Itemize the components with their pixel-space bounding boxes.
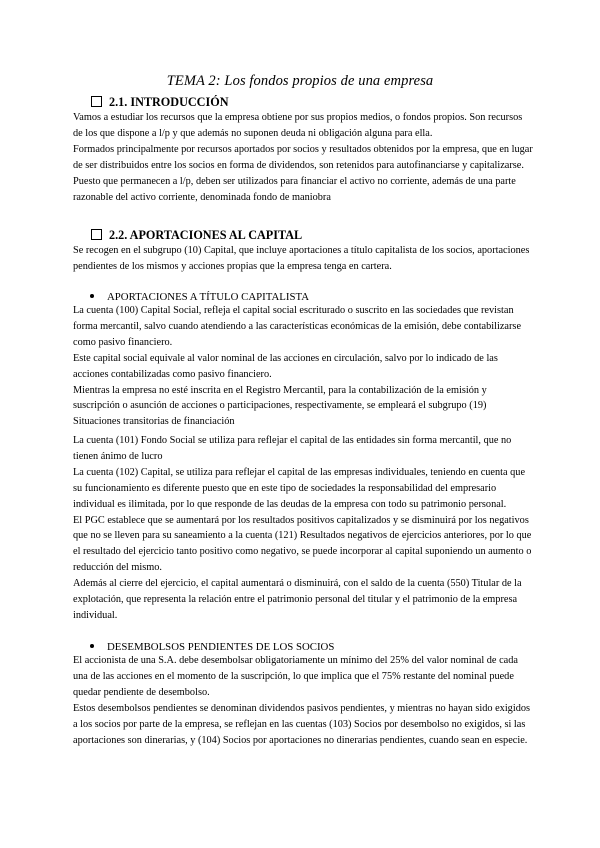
paragraph: Estos desembolsos pendientes se denominan dividendos pasivos pendientes, y mientras no hayan sido exigidos a los socios por parte de la empresa, se reflejan en las cuentas (103) Socios por desembolso no exigidos, si las aportaciones son dinerarias, y (104) Socios por aportaciones no dinerarias pendientes, cuando sean en especie. [73,702,530,746]
paragraph: La cuenta (102) Capital, se utiliza para reflejar el capital de las empresas individuales, teniendo en cuenta que su funcionamiento es diferente puesto que en este tipo de sociedades la responsabilidad del empresario individual es ilimitada, por lo que responde de las deudas de la empresa con todo su patrimonio personal. [73,466,526,510]
paragraph: El PGC establece que se aumentará por los resultados positivos capitalizados y se disminuirá por los negativos que no se lleven para su saneamiento a la cuenta (121) Resultados negativos de ejercicios anteriores, por lo que el resultado del ejercicio tanto positivo como negativo, se puede incorporar al capital suponiendo un aumento o reducción del mismo. [73,514,532,574]
checkbox-icon [91,96,102,107]
section-heading-introduccion: 2.1. INTRODUCCIÓN [91,94,229,110]
section-body-aportaciones [73,243,533,275]
checkbox-icon [91,229,102,240]
paragraph: La cuenta (100) Capital Social, refleja el capital social escriturado o suscrito en las sociedades que revistan forma mercantil, salvo cuando atendiendo a las características económicas de la emisión, debe contabilizarse como pasivo financiero. [73,305,522,348]
subsection-body-titulo-capitalista-b [73,433,533,624]
paragraph: La cuenta (101) Fondo Social se utiliza para reflejar el capital de las entidades sin forma mercantil, que no tienen ánimo de lucro [73,435,512,462]
paragraph: Formados principalmente por recursos aportados por socios y resultados obtenidos por la empresa, que en lugar de ser distribuidos entre los socios en forma de dividendos, son retenidos para autofinanciarse y capitalizarse. [73,143,533,171]
paragraph: Además al cierre del ejercicio, el capital aumentará o disminuirá, con el saldo de la cuenta (550) Titular de la explotación, que representa la relación entre el patrimonio personal del titular y el patrimonio de la empresa individual. [73,578,522,621]
section-body-introduccion [73,110,533,205]
section-heading-aportaciones: 2.2. APORTACIONES AL CAPITAL [91,227,302,243]
subsection-body-titulo-capitalista-a [73,303,533,430]
bullet-icon [90,294,94,298]
paragraph: El accionista de una S.A. debe desembolsar obligatoriamente un mínimo del 25% del valor nominal de cada una de las acciones en el momento de la suscripción, lo que implica que el 75% restante del nominal puede quedar pendiente de desembolso. [73,655,518,698]
subsection-heading-titulo-capitalista: APORTACIONES A TÍTULO CAPITALISTA [90,290,309,304]
document-title: TEMA 2: Los fondos propios de una empresa [166,73,434,89]
paragraph: Este capital social equivale al valor nominal de las acciones en circulación, salvo por lo indicado de las acciones contabilizadas como pasivo financiero. [73,352,498,380]
subsection-body-desembolsos [73,653,533,748]
paragraph: Mientras la empresa no esté inscrita en el Registro Mercantil, para la contabilización de la emisión y suscripción o asunción de acciones o participaciones, respectivamente, se empleará el subgrupo (19) Situaciones transitorias de financiación [73,384,487,428]
paragraph: Vamos a estudiar los recursos que la empresa obtiene por sus propios medios, o fondos propios. Son recursos de los que dispone a l/p y que además no suponen deuda ni obligación alguna para ella. [73,112,523,139]
bullet-icon [90,644,94,648]
paragraph: Se recogen en el subgrupo (10) Capital, que incluye aportaciones a título capitalista de los socios, aportaciones pendientes de los mismos y acciones propias que la empresa tenga en cartera. [73,245,530,272]
paragraph: Puesto que permanecen a l/p, deben ser utilizados para financiar el activo no corriente, además de una parte razonable del activo corriente, denominada fondo de maniobra [73,175,516,203]
subsection-heading-desembolsos: DESEMBOLSOS PENDIENTES DE LOS SOCIOS [90,640,334,654]
